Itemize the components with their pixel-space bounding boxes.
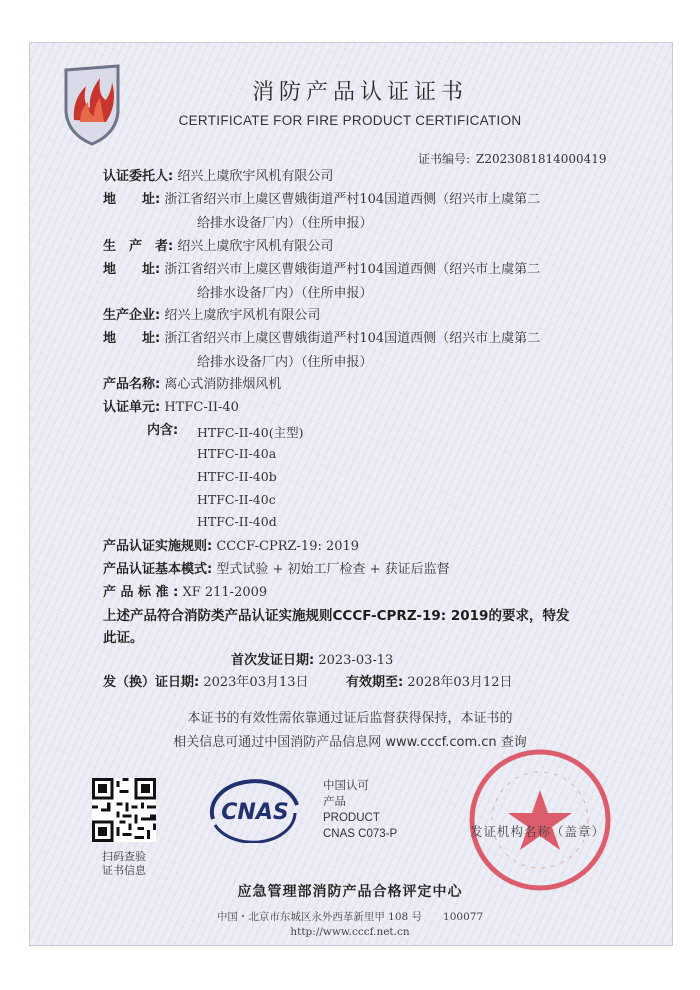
qr-code[interactable] [92,778,156,842]
issue-row: 发（换）证日期: 2023年03月13日 [103,675,309,690]
client-address-row: 地 址: 浙江省绍兴市上虞区曹娥街道严村104国道西侧（绍兴市上虞第二 [103,192,541,207]
note-line-2: 相关信息可通过中国消防产品信息网 www.cccf.com.cn 查询 [173,735,527,750]
page-title: 消防产品认证证书 [251,80,468,105]
factory-address-cont: 给排水设备厂内）（住所申报） [197,355,373,370]
producer-address-row: 地 址: 浙江省绍兴市上虞区曹娥街道严村104国道西侧（绍兴市上虞第二 [103,262,541,277]
client-row: 认证委托人: 绍兴上虞欣宇风机有限公司 [103,169,334,184]
statement-line-1: 上述产品符合消防类产品认证实施规则CCCF-CPRZ-19: 2019的要求，特发 [103,608,570,624]
issuing-organization: 应急管理部消防产品合格评定中心 [237,884,463,900]
cnas-logo [205,775,305,843]
mode-row: 产品认证基本模式: 型式试验 + 初始工厂检查 + 获证后监督 [103,562,450,577]
certificate-number: 证书编号: Z2023081814000419 [418,152,607,166]
model-item: HTFC-II-40a [197,446,277,461]
producer-address-cont: 给排水设备厂内）（住所申报） [197,286,373,301]
producer-row: 生 产 者: 绍兴上虞欣宇风机有限公司 [103,239,334,254]
valid-row: 有效期至: 2028年03月12日 [346,675,513,690]
organization-website-link[interactable]: http://www.cccf.net.cn [290,926,410,938]
organization-address: 中国・北京市东城区永外西革新里甲 108 号 100077 [216,911,484,923]
cnas-logo-text: CNAS [221,800,289,825]
contains-row: 内含: [147,423,179,438]
standard-row: 产 品 标 准 : XF 211-2009 [103,585,268,600]
first-issue-row: 首次发证日期: 2023-03-13 [231,653,394,668]
factory-row: 生产企业: 绍兴上虞欣宇风机有限公司 [103,308,321,323]
statement-line-2: 此证。 [103,630,144,646]
model-item: HTFC-II-40(主型) [197,425,304,440]
page-subtitle: CERTIFICATE FOR FIRE PRODUCT CERTIFICATION [178,113,522,128]
cnas-accreditation-info: 中国认可 产品 PRODUCT CNAS C073-P [323,780,398,840]
product-row: 产品名称: 离心式消防排烟风机 [103,377,282,392]
unit-row: 认证单元: HTFC-II-40 [103,400,239,415]
qr-caption: 扫码查验 证书信息 [102,850,146,877]
stamp-caption: 发证机构名称（盖章） [470,824,606,839]
official-seal-stamp [465,745,615,895]
client-address-cont: 给排水设备厂内）（住所申报） [197,216,373,231]
factory-address-row: 地 址: 浙江省绍兴市上虞区曹娥街道严村104国道西侧（绍兴市上虞第二 [103,331,541,346]
model-item: HTFC-II-40d [197,514,277,529]
model-item: HTFC-II-40b [197,469,277,484]
model-item: HTFC-II-40c [197,492,276,507]
fire-emblem-logo [60,60,124,146]
note-line-1: 本证书的有效性需依靠通过证后监督获得保持，本证书的 [187,711,513,726]
rule-row: 产品认证实施规则: CCCF-CPRZ-19: 2019 [103,539,360,554]
